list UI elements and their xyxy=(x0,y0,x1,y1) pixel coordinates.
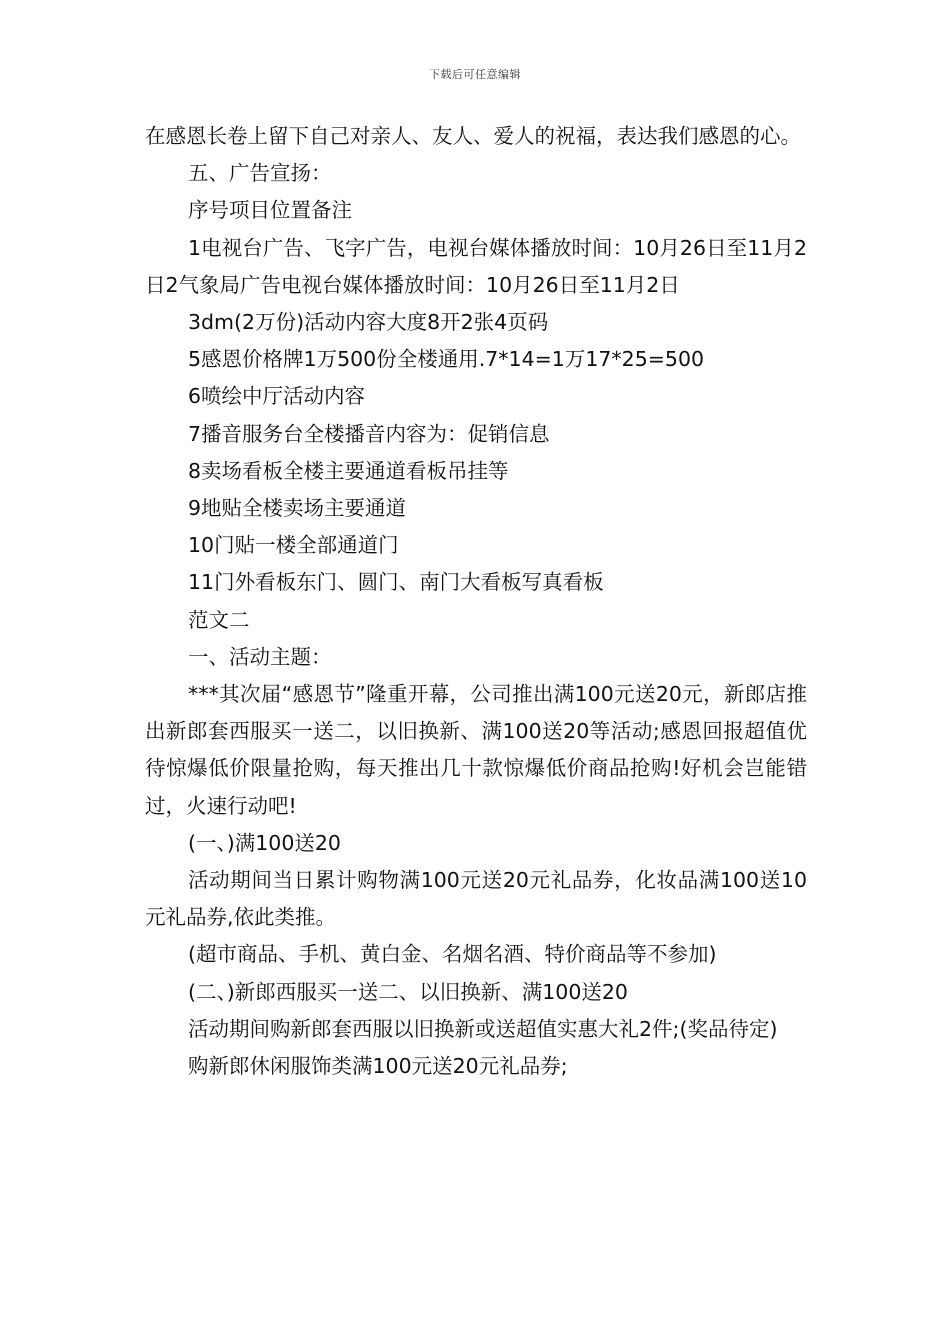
subsection-heading: (一、)满100送20 xyxy=(188,830,341,855)
paragraph: 10门贴一楼全部通道门 xyxy=(188,533,399,558)
paragraph: 3dm(2万份)活动内容大度8开2张4页码 xyxy=(188,310,549,335)
paragraph: 五、广告宣扬： xyxy=(188,161,332,186)
paragraph: 7播音服务台全楼播音内容为：促销信息 xyxy=(188,421,550,446)
section-heading: 范文二 xyxy=(188,607,250,632)
document-body xyxy=(145,118,807,1085)
paragraph: 9地贴全楼卖场主要通道 xyxy=(188,496,407,521)
paragraph: 5感恩价格牌1万500份全楼通用.7*14=1万17*25=500 xyxy=(188,347,705,372)
paragraph: 6喷绘中厅活动内容 xyxy=(188,384,366,409)
paragraph: 序号项目位置备注 xyxy=(188,198,352,223)
subsection-heading: (二、)新郎西服买一送二、以旧换新、满100送20 xyxy=(188,979,628,1004)
paragraph: 在感恩长卷上留下自己对亲人、友人、爱人的祝福，表达我们感恩的心。 xyxy=(145,124,801,148)
paragraph: (超市商品、手机、黄白金、名烟名酒、特价商品等不参加) xyxy=(188,942,717,967)
paragraph: 活动期间当日累计购物满100元送20元礼品券，化妆品满100送10元礼品券,依此类推。 xyxy=(145,868,807,930)
paragraph: ***其次届“感恩节”隆重开幕，公司推出满100元送20元，新郎店推出新郎套西服买一送二，以旧换新、满100送20等活动;感恩回报超值优待惊爆低价限量抢购，每天推出几十款惊爆低价商品抢购!好机会岂能错过，火速行动吧! xyxy=(145,682,807,818)
paragraph: 购新郎休闲服饰类满100元送20元礼品券; xyxy=(188,1054,568,1079)
page-header: 下载后可任意编辑 xyxy=(429,68,521,81)
paragraph: 8卖场看板全楼主要通道看板吊挂等 xyxy=(188,458,509,483)
paragraph: 活动期间购新郎套西服以旧换新或送超值实惠大礼2件;(奖品待定) xyxy=(188,1016,778,1041)
paragraph: 11门外看板东门、圆门、南门大看板写真看板 xyxy=(188,570,604,595)
section-heading: 一、活动主题： xyxy=(188,644,332,669)
paragraph: 1电视台广告、飞字广告，电视台媒体播放时间：10月26日至11月2日2气象局广告电视台媒体播放时间：10月26日至11月2日 xyxy=(145,235,807,297)
